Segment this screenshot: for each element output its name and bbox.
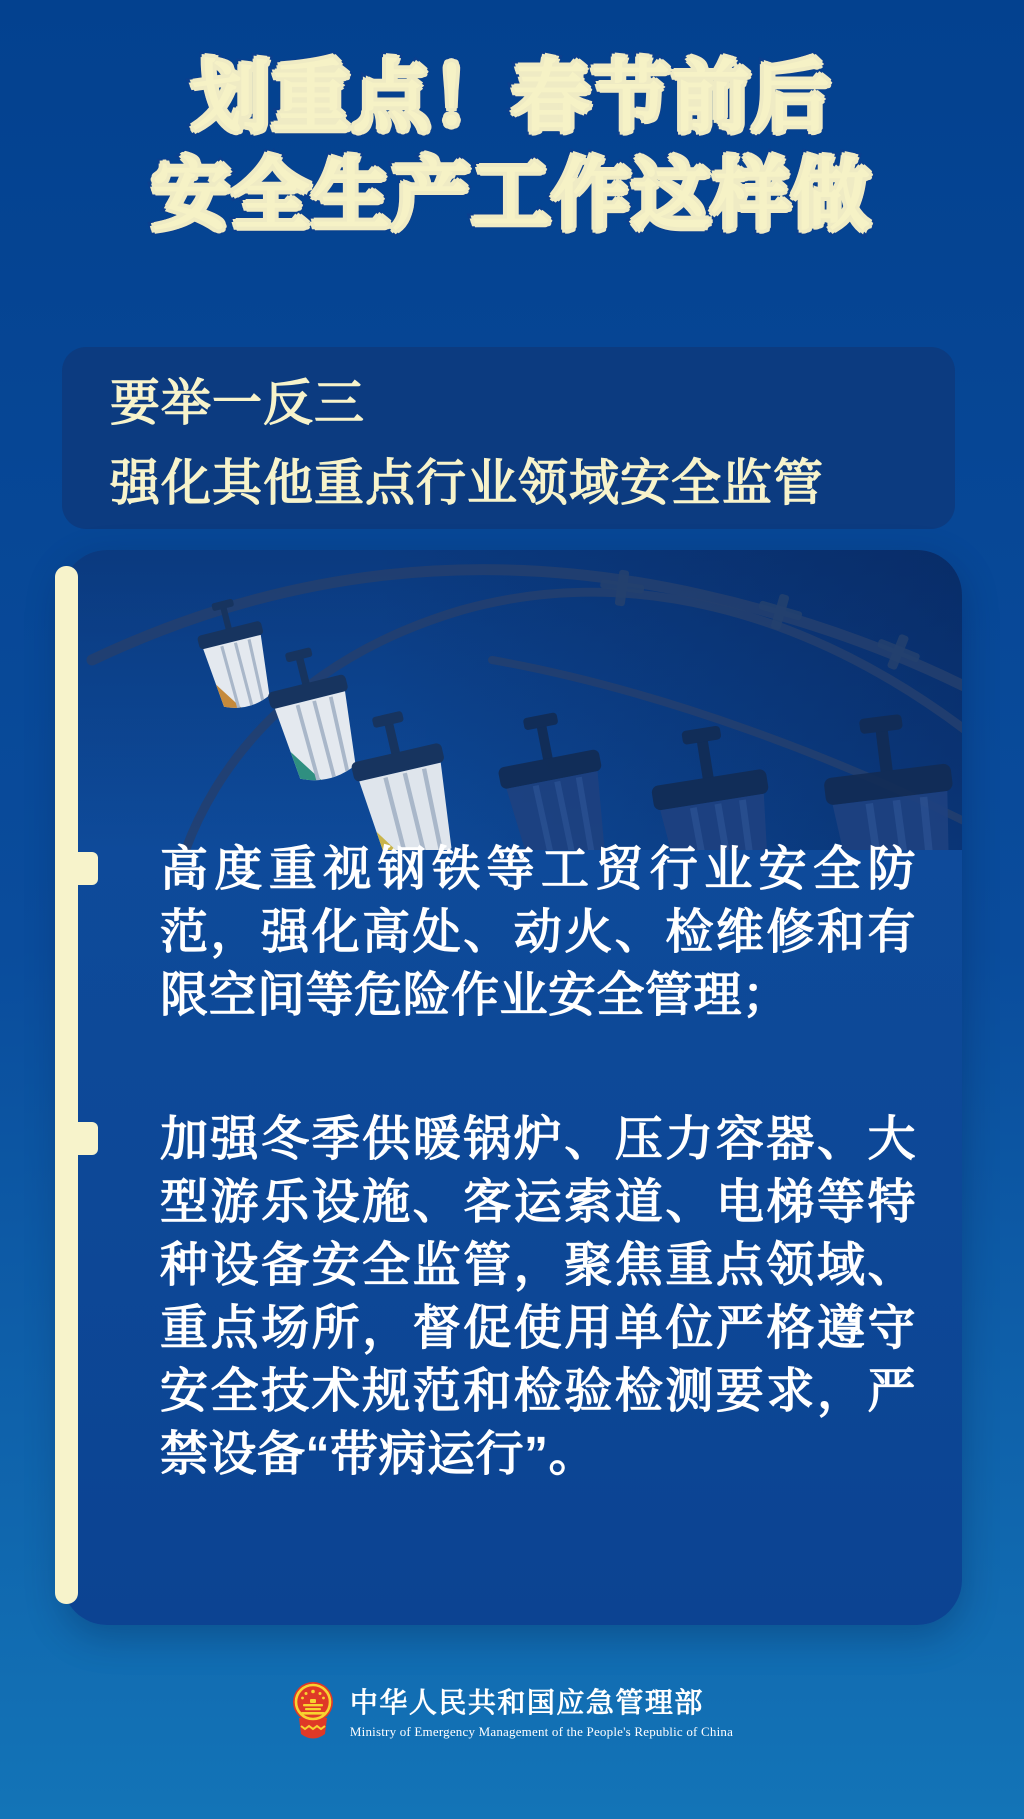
content-card [62, 550, 962, 1625]
section-header-line2: 强化其他重点行业领域安全监管 [110, 455, 824, 511]
accent-bar [55, 566, 78, 1604]
poster-title-line1: 划重点！春节前后 [191, 53, 832, 141]
footer-org-name-en: Ministry of Emergency Management of the People's Republic of China [349, 1724, 734, 1739]
poster-title-line2: 安全生产工作这样做 [151, 151, 872, 239]
footer-org-name-cn: 中华人民共和国应急管理部 [349, 1687, 704, 1718]
cable-car-illustration [62, 550, 962, 850]
bullet-marker-1 [55, 852, 98, 885]
footer [0, 1682, 1024, 1744]
section-header-line1: 要举一反三 [110, 375, 365, 431]
section-header-box [62, 347, 955, 529]
china-national-emblem-icon [291, 1682, 335, 1744]
bullet-marker-2 [55, 1122, 98, 1155]
ropeway-svg [62, 550, 962, 850]
poster-title [0, 48, 1024, 244]
bullet-text-1: 高度重视钢铁等工贸行业安全防范，强化高处、动火、检维修和有限空间等危险作业安全管理； [160, 843, 916, 1022]
bullet-text-2: 加强冬季供暖锅炉、压力容器、大型游乐设施、客运索道、电梯等特种设备安全监管，聚焦重点领域、重点场所，督促使用单位严格遵守安全技术规范和检验检测要求，严禁设备“带病运行”。 [160, 1113, 916, 1481]
